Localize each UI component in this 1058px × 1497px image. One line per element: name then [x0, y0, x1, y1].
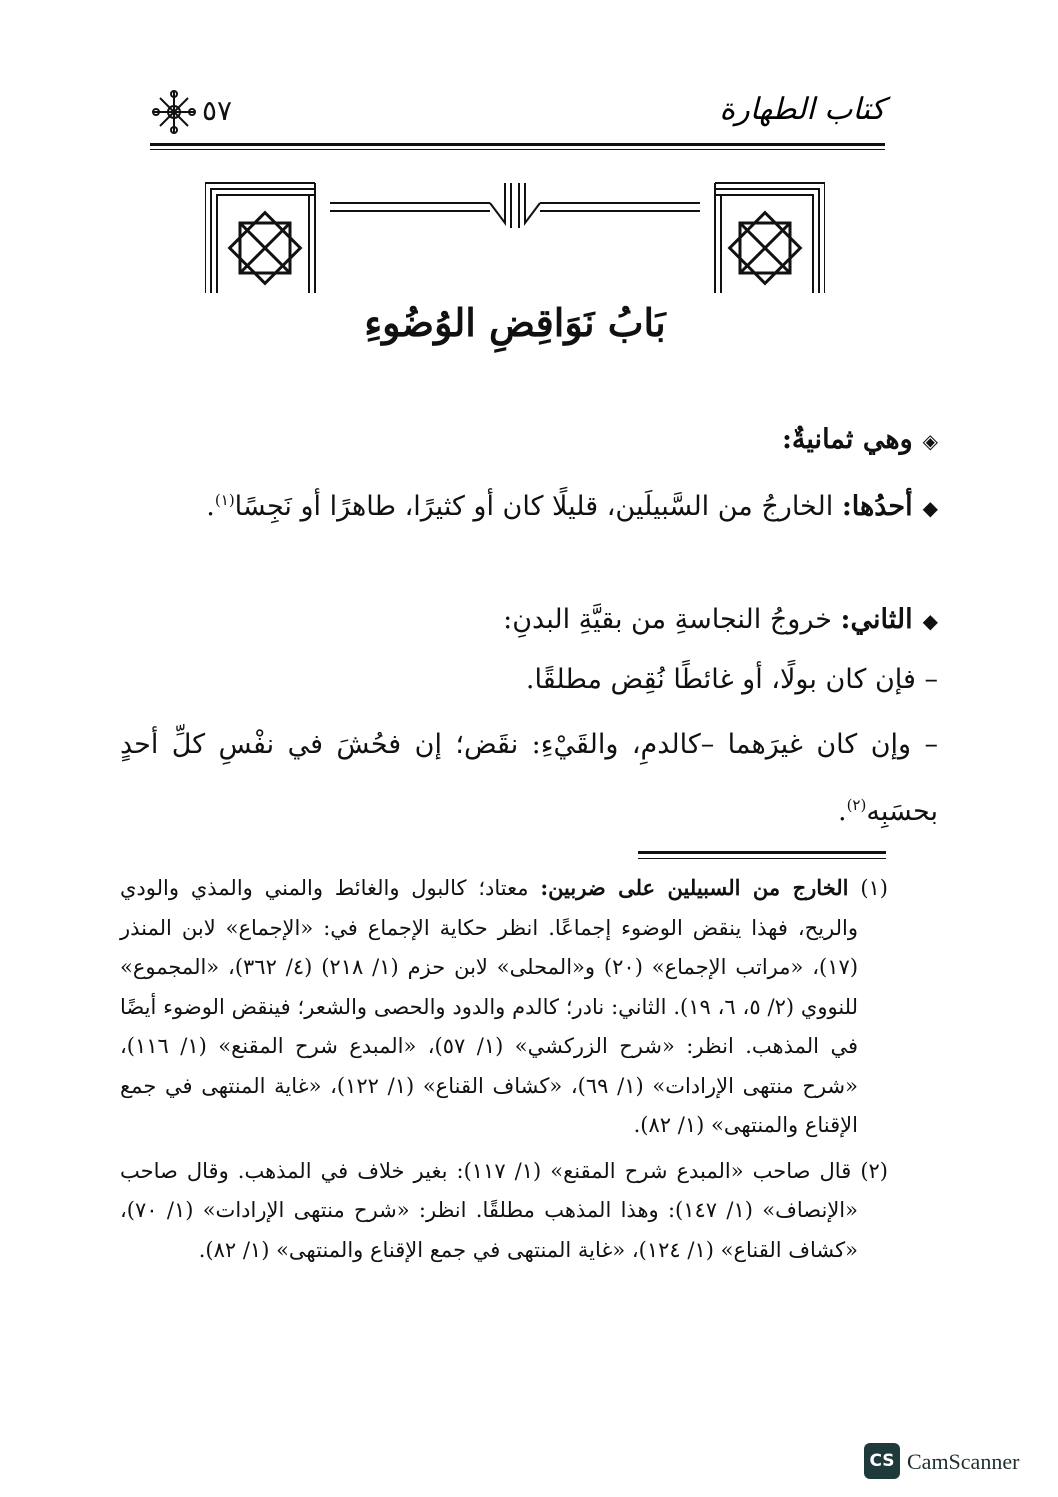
p2-text: خروجُ النجاسةِ من بقيَّةِ البدنِ: — [503, 604, 832, 635]
running-header — [150, 88, 885, 138]
chapter-frame-ornament — [205, 178, 825, 298]
footnote-1 — [120, 868, 888, 1146]
floral-ornament-icon — [150, 88, 198, 136]
p2-label: الثاني: — [840, 604, 913, 635]
running-title: كتاب الطهارة — [719, 92, 885, 127]
header-rule — [150, 143, 885, 146]
footnote-1-num: (١) — [860, 876, 888, 900]
footnote-1-text: معتاد؛ كالبول والغائط والمني والمذي والودي والريح، فهذا ينقض الوضوء إجماعًا. انظر حكاية الإجماع في: «الإجماع» لابن المنذر (١٧)، «مراتب الإجماع» (٢٠) و«المحلى» لابن حزم (١/ ٢١٨) (٤/ ٣٦٢)، «المجموع» للنووي (٢/ ٥، ٦، ١٩). الثاني: نادر؛ كالدم والدود والحصى والشعر؛ فينقض الوضوء أيضًا في المذهب. انظر: «شرح الزركشي» (١/ ٥٧)، «المبدع شرح المقنع» (١/ ١١٦)، «شرح منتهى الإرادات» (١/ ٦٩)، «كشاف القناع» (١/ ١٢٢)، «غاية المنتهى في جمع الإقناع والمنتهى» (١/ ٨٢). — [120, 876, 859, 1137]
camscanner-logo-icon: CS — [864, 1443, 900, 1479]
paragraph-2 — [120, 590, 938, 651]
camscanner-watermark — [864, 1443, 1044, 1483]
intro-line — [120, 410, 938, 471]
arrow-bullet-icon: ◆ — [922, 609, 938, 633]
star-pattern-left — [230, 213, 301, 284]
paragraph-3: – فإن كان بولًا، أو غائطًا نُقِض مطلقًا. — [525, 664, 938, 695]
header-rule-thin — [150, 149, 885, 150]
footnote-2-num: (٢) — [860, 1158, 888, 1183]
p1-text: الخارجُ من السَّبيلَين، قليلًا كان أو كثيرًا، طاهرًا أو نَجِسًا — [234, 491, 834, 522]
star-pattern-right — [730, 213, 801, 284]
diamond-bullet-icon: ◈ — [922, 429, 938, 453]
footnote-separator-thin — [638, 858, 886, 859]
footnote-ref-2: (٢) — [846, 796, 867, 814]
paragraph-1: ◆أحدُها: الخارجُ من السَّبيلَين، قليلًا كان أو كثيرًا، طاهرًا أو نَجِسًا$^{(١)}$. — [206, 491, 938, 522]
p4-text: – وإن كان غيرَهما –كالدمِ، والقَيْءِ: نقَض؛ إن فحُشَ في نفْسِ كلِّ أحدٍ بحسَبِه — [120, 729, 938, 827]
intro-text: وهي ثمانيةٌ: — [781, 424, 913, 455]
footnote-2 — [120, 1152, 888, 1271]
footnote-1-lead: الخارج من السبيلين على ضربين: — [540, 875, 849, 900]
arrow-bullet-icon: ◆ — [922, 496, 938, 520]
footnote-ref-1: (١) — [214, 491, 235, 509]
p1-label: أحدُها: — [841, 491, 913, 522]
footnote-separator — [638, 851, 886, 854]
paragraph-4: – وإن كان غيرَهما –كالدمِ، والقَيْءِ: نقَض؛ إن فحُشَ في نفْسِ كلِّ أحدٍ بحسَبِه$^{(٢)}$. — [120, 729, 938, 827]
camscanner-label: CamScanner — [907, 1449, 1020, 1474]
chapter-title: بَابُ نَوَاقِضِ الوُضُوءِ — [364, 300, 666, 345]
page-number: ٥٧ — [202, 94, 233, 127]
footnotes — [120, 868, 888, 1276]
footnote-2-text: قال صاحب «المبدع شرح المقنع» (١/ ١١٧): بغير خلاف في المذهب. وقال صاحب «الإنصاف» (١/ ١٤٧): وهذا المذهب مطلقًا. انظر: «شرح منتهى الإرادات» (١/ ٧٠)، «كشاف القناع» (١/ ١٢٤)، «غاية المنتهى في جمع الإقناع والمنتهى» (١/ ٨٢). — [120, 1158, 858, 1262]
